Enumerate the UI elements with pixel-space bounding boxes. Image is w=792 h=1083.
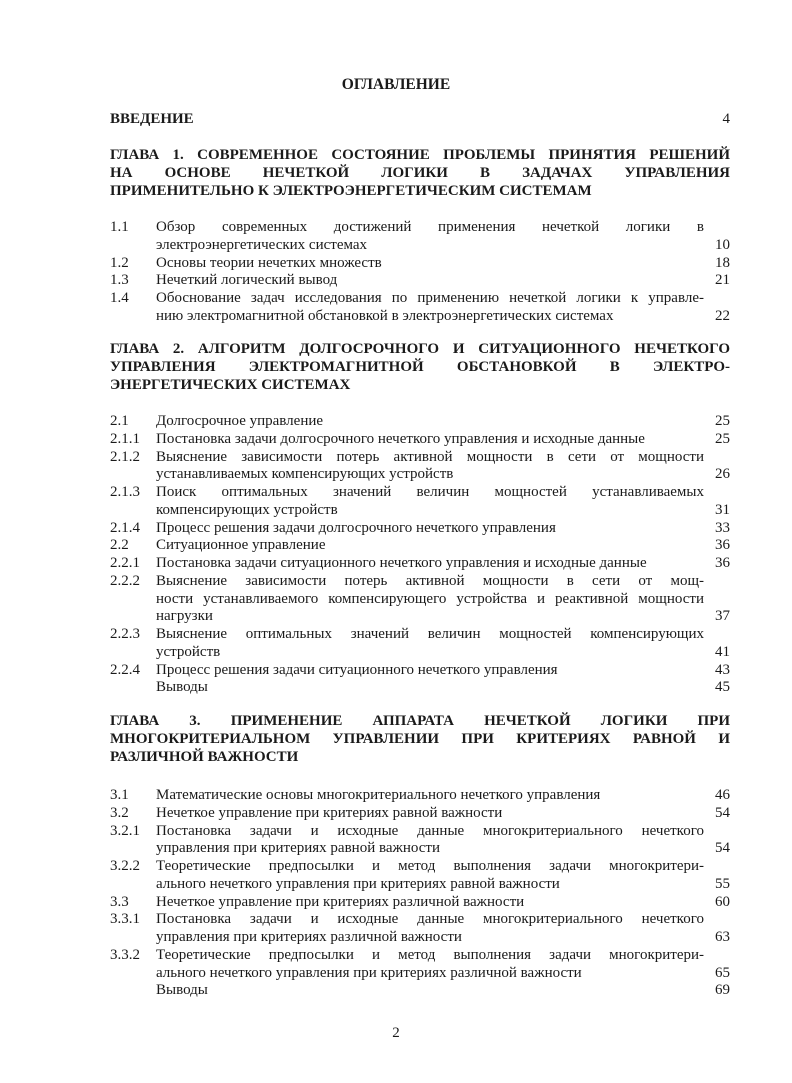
entry-title bbox=[156, 272, 704, 290]
entry-title-line: Долгосрочное управление bbox=[156, 413, 324, 429]
entry-number: 2.1.3 bbox=[110, 484, 140, 500]
chapter-1-entries bbox=[110, 219, 730, 326]
entry-number: 2.2.3 bbox=[110, 626, 140, 642]
toc-entry[interactable] bbox=[110, 484, 730, 520]
chapter-heading-line: УПРАВЛЕНИЯ ЭЛЕКТРОМАГНИТНОЙ ОБСТАНОВКОЙ В ЭЛЕКТРО- bbox=[110, 358, 730, 375]
entry-title-line: Теоретические предпосылки и метод выполнения задачи многокритери- bbox=[156, 946, 704, 963]
entry-title-line: Обоснование задач исследования по применению нечеткой логики к управле- bbox=[156, 290, 704, 306]
toc-entry[interactable] bbox=[110, 431, 730, 449]
entry-title bbox=[156, 805, 704, 823]
toc-entry[interactable] bbox=[110, 823, 730, 859]
entry-page: 45 bbox=[715, 679, 730, 696]
chapter-heading-line: РАЗЛИЧНОЙ ВАЖНОСТИ bbox=[110, 748, 299, 765]
chapter-heading-line: ГЛАВА 3. ПРИМЕНЕНИЕ АППАРАТА НЕЧЕТКОЙ ЛОГИКИ ПРИ bbox=[110, 713, 730, 729]
entry-title-line: Нечеткое управление при критериях различной важности bbox=[156, 893, 525, 910]
entry-number: 3.2.2 bbox=[110, 858, 140, 874]
toc-title: ОГЛАВЛЕНИЕ bbox=[341, 76, 451, 93]
toc-entry[interactable] bbox=[110, 911, 730, 947]
entry-title bbox=[156, 449, 704, 485]
entry-page: 10 bbox=[715, 236, 730, 253]
entry-page: 21 bbox=[715, 272, 730, 289]
entry-title-line: ального нечеткого управления при критериях различной важности bbox=[156, 964, 582, 981]
entry-title bbox=[156, 823, 704, 859]
entry-page: 36 bbox=[715, 555, 730, 571]
entry-title bbox=[156, 894, 704, 912]
entry-number: 1.2 bbox=[110, 254, 129, 271]
toc-entry[interactable] bbox=[110, 573, 730, 626]
entry-title bbox=[156, 413, 704, 431]
toc-entry[interactable] bbox=[110, 219, 730, 255]
introduction-page: 4 bbox=[722, 111, 730, 127]
entry-number: 3.2.1 bbox=[110, 822, 140, 839]
chapter-2-heading bbox=[110, 341, 730, 394]
toc-entry[interactable] bbox=[110, 272, 730, 290]
entry-title bbox=[156, 911, 704, 947]
entry-page: 54 bbox=[715, 840, 730, 857]
chapter-2-entries bbox=[110, 413, 730, 697]
entry-title-line: Основы теории нечетких множеств bbox=[156, 254, 382, 271]
entry-page: 41 bbox=[715, 643, 730, 660]
entry-page: 33 bbox=[715, 519, 730, 536]
entry-title-line: Постановка задачи и исходные данные многокритериального нечеткого bbox=[156, 911, 704, 928]
entry-page: 65 bbox=[715, 964, 730, 981]
entry-number: 1.3 bbox=[110, 272, 129, 289]
entry-page: 25 bbox=[715, 413, 730, 429]
entry-title bbox=[156, 662, 704, 680]
entry-page: 22 bbox=[715, 307, 730, 324]
entry-title-line: компенсирующих устройств bbox=[156, 501, 338, 518]
entry-title-line: Выяснение зависимости потерь активной мощности в сети от мощ- bbox=[156, 572, 704, 589]
entry-title-line: Нечеткий логический вывод bbox=[156, 272, 338, 289]
toc-entry-introduction[interactable] bbox=[110, 111, 730, 128]
entry-title bbox=[156, 484, 704, 520]
entry-title bbox=[156, 255, 704, 273]
introduction-label: ВВЕДЕНИЕ bbox=[110, 111, 194, 127]
entry-title-line: Выяснение зависимости потерь активной мощности в сети от мощности bbox=[156, 448, 704, 465]
chapter-heading-line: ПРИМЕНИТЕЛЬНО К ЭЛЕКТРОЭНЕРГЕТИЧЕСКИМ СИСТЕМАМ bbox=[110, 182, 592, 199]
entry-title-line: Выводы bbox=[156, 982, 208, 999]
entry-title bbox=[156, 219, 704, 255]
entry-title-line: Выводы bbox=[156, 679, 208, 696]
toc-entry[interactable] bbox=[110, 679, 730, 697]
entry-page: 60 bbox=[715, 893, 730, 910]
entry-title-line: управления при критериях различной важности bbox=[156, 929, 462, 945]
entry-title-line: Теоретические предпосылки и метод выполнения задачи многокритери- bbox=[156, 858, 704, 874]
toc-entry[interactable] bbox=[110, 858, 730, 894]
entry-page: 55 bbox=[715, 875, 730, 892]
entry-number: 3.1 bbox=[110, 787, 129, 803]
entry-title bbox=[156, 431, 704, 449]
toc-entry[interactable] bbox=[110, 290, 730, 326]
toc-entry[interactable] bbox=[110, 982, 730, 1000]
entry-title bbox=[156, 520, 704, 538]
entry-page: 37 bbox=[715, 608, 730, 625]
entry-title-line: нагрузки bbox=[156, 608, 213, 625]
entry-number: 2.2.2 bbox=[110, 572, 140, 589]
entry-title-line: Постановка задачи долгосрочного нечеткого управления и исходные данные bbox=[156, 430, 645, 447]
toc-entry[interactable] bbox=[110, 520, 730, 538]
entry-page: 63 bbox=[715, 929, 730, 945]
entry-title-line: устанавливаемых компенсирующих устройств bbox=[156, 466, 454, 483]
toc-entry[interactable] bbox=[110, 787, 730, 805]
page-number: 2 bbox=[392, 1025, 400, 1041]
entry-page: 54 bbox=[715, 804, 730, 821]
chapter-3-entries bbox=[110, 787, 730, 1000]
entry-number: 1.4 bbox=[110, 290, 129, 306]
entry-title-line: Процесс решения задачи долгосрочного нечеткого управления bbox=[156, 519, 556, 536]
entry-number: 2.2 bbox=[110, 537, 129, 554]
entry-title bbox=[156, 555, 704, 573]
chapter-heading-line: ЭНЕРГЕТИЧЕСКИХ СИСТЕМАХ bbox=[110, 376, 351, 393]
entry-title bbox=[156, 679, 704, 697]
entry-title bbox=[156, 626, 704, 662]
entry-page: 43 bbox=[715, 661, 730, 678]
entry-title-line: Обзор современных достижений применения нечеткой логики в bbox=[156, 219, 704, 235]
entry-number: 2.2.4 bbox=[110, 661, 140, 678]
chapter-heading-line: ГЛАВА 1. СОВРЕМЕННОЕ СОСТОЯНИЕ ПРОБЛЕМЫ ПРИНЯТИЯ РЕШЕНИЙ bbox=[110, 147, 730, 163]
entry-title-line: Поиск оптимальных значений величин мощностей устанавливаемых bbox=[156, 484, 704, 500]
chapter-3-heading bbox=[110, 713, 730, 766]
entry-title bbox=[156, 573, 704, 626]
entry-page: 46 bbox=[715, 787, 730, 803]
entry-title-line: Нечеткое управление при критериях равной важности bbox=[156, 804, 503, 821]
toc-entry[interactable] bbox=[110, 255, 730, 273]
entry-number: 3.3 bbox=[110, 893, 129, 910]
entry-title-line: нию электромагнитной обстановкой в электроэнергетических системах bbox=[156, 307, 614, 324]
toc-entry[interactable] bbox=[110, 662, 730, 680]
entry-number: 2.1.2 bbox=[110, 448, 140, 465]
toc-entry[interactable] bbox=[110, 413, 730, 431]
entry-title-line: ности устанавливаемого компенсирующего устройства и реактивной мощности bbox=[156, 590, 704, 607]
entry-number: 2.1.1 bbox=[110, 430, 140, 447]
entry-number: 1.1 bbox=[110, 219, 129, 235]
entry-title-line: Выяснение оптимальных значений величин мощностей компенсирующих bbox=[156, 626, 704, 642]
entry-title-line: Ситуационное управление bbox=[156, 537, 326, 554]
entry-page: 26 bbox=[715, 466, 730, 483]
entry-title bbox=[156, 858, 704, 894]
chapter-heading-line: НА ОСНОВЕ НЕЧЕТКОЙ ЛОГИКИ В ЗАДАЧАХ УПРАВЛЕНИЯ bbox=[110, 164, 730, 181]
chapter-heading-line: МНОГОКРИТЕРИАЛЬНОМ УПРАВЛЕНИИ ПРИ КРИТЕРИЯХ РАВНОЙ И bbox=[110, 730, 730, 747]
entry-number: 3.2 bbox=[110, 804, 129, 821]
entry-title bbox=[156, 537, 704, 555]
entry-number: 2.2.1 bbox=[110, 555, 140, 571]
toc-entry[interactable] bbox=[110, 947, 730, 983]
entry-page: 18 bbox=[715, 254, 730, 271]
entry-title bbox=[156, 787, 704, 805]
entry-page: 36 bbox=[715, 537, 730, 554]
entry-page: 25 bbox=[715, 430, 730, 447]
entry-title-line: ального нечеткого управления при критериях равной важности bbox=[156, 875, 560, 892]
entry-title-line: Математические основы многокритериального нечеткого управления bbox=[156, 787, 601, 803]
entry-title bbox=[156, 982, 704, 1000]
toc-entry[interactable] bbox=[110, 555, 730, 573]
entry-title bbox=[156, 290, 704, 326]
entry-number: 2.1.4 bbox=[110, 519, 140, 536]
toc-entry[interactable] bbox=[110, 537, 730, 555]
chapter-heading-line: ГЛАВА 2. АЛГОРИТМ ДОЛГОСРОЧНОГО И СИТУАЦИОННОГО НЕЧЕТКОГО bbox=[110, 341, 730, 357]
entry-title-line: устройств bbox=[156, 643, 221, 660]
entry-number: 3.3.1 bbox=[110, 911, 140, 928]
toc-entry[interactable] bbox=[110, 805, 730, 823]
toc-entry[interactable] bbox=[110, 449, 730, 485]
entry-page: 31 bbox=[715, 501, 730, 518]
chapter-1-heading bbox=[110, 147, 730, 200]
toc-entry[interactable] bbox=[110, 894, 730, 912]
entry-title-line: управления при критериях равной важности bbox=[156, 840, 441, 857]
toc-entry[interactable] bbox=[110, 626, 730, 662]
entry-title bbox=[156, 947, 704, 983]
entry-page: 69 bbox=[715, 982, 730, 999]
entry-title-line: электроэнергетических системах bbox=[156, 236, 368, 253]
entry-number: 3.3.2 bbox=[110, 946, 140, 963]
entry-title-line: Процесс решения задачи ситуационного нечеткого управления bbox=[156, 661, 558, 678]
entry-title-line: Постановка задачи ситуационного нечеткого управления и исходные данные bbox=[156, 555, 647, 571]
entry-number: 2.1 bbox=[110, 413, 129, 429]
entry-title-line: Постановка задачи и исходные данные многокритериального нечеткого bbox=[156, 822, 704, 839]
